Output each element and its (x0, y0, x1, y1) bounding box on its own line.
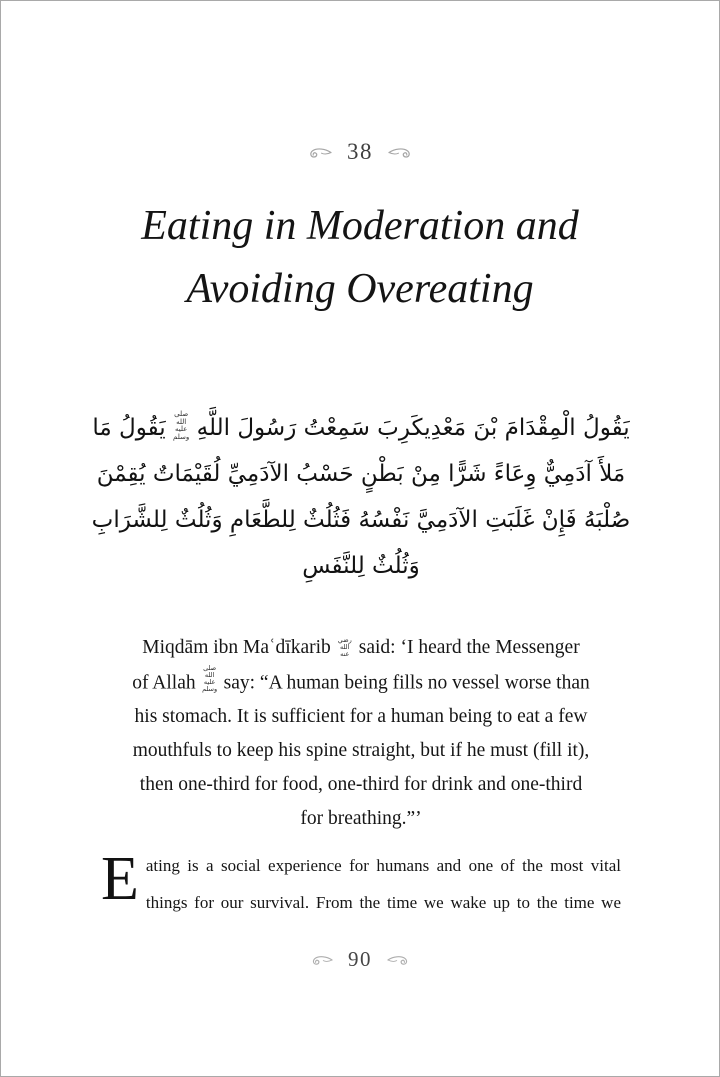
prophet-honorific-seal-icon: صلى الله عليه وسلم (202, 664, 218, 694)
page-footer (1, 947, 719, 972)
translation-line-5: then one-third for food, one-third for drink and one-third (139, 774, 583, 796)
translation-line-1 (94, 631, 628, 665)
translation-line-2-tail: say: “A human being fills no vessel worse than (223, 672, 590, 694)
prophet-honorific-seal-icon: صلى الله عليه وسلم (173, 409, 190, 441)
translation-line-1-text: Miqdām ibn Maʿdīkarib (142, 637, 331, 658)
arabic-line-1-tail: يَقُولُ مَا (92, 415, 166, 441)
chapter-title-line-2: Avoiding Overeating (186, 266, 534, 312)
page-number: 90 (348, 947, 372, 971)
hadith-arabic (81, 405, 641, 589)
translation-line-2-text: of Allah (132, 672, 196, 694)
translation-line-3: his stomach. It is sufficient for a human being to eat a few (134, 706, 588, 728)
body-text (146, 847, 621, 921)
flourish-left-icon (309, 954, 333, 966)
chapter-title (1, 195, 719, 321)
arabic-line-3: صُلْبَهُ فَإِنْ غَلَبَتِ الآدَمِيَّ نَفْسُهُ فَثُلُثٌ لِلطَّعَامِ وَثُلُثٌ لِلشَّرَابِ (91, 507, 631, 533)
chapter-header (1, 139, 719, 165)
body-line-1: ating is a social experience for humans and one of the most vital (145, 856, 621, 875)
flourish-right-icon (388, 146, 414, 159)
translation-line-2 (94, 665, 628, 700)
hadith-translation (94, 631, 628, 836)
body-line-2: things for our survival. From the time we wake up to the time we (145, 893, 621, 912)
arabic-line-4: وَثُلُثٌ لِلنَّفَسِ (302, 553, 420, 579)
translation-line-1-tail: said: ‘I heard the Messenger (358, 637, 580, 658)
chapter-number: 38 (347, 139, 373, 164)
arabic-line-2: مَلأَ آدَمِيٌّ وِعَاءً شَرًّا مِنْ بَطْنٍ حَسْبُ الآدَمِيِّ لُقَيْمَاتٌ يُقِمْنَ (96, 461, 626, 487)
flourish-left-icon (306, 146, 332, 159)
translation-line-6: for breathing.”’ (300, 808, 422, 830)
companion-honorific-seal-icon: رضي الله عنه (337, 635, 352, 658)
body-paragraph (101, 847, 621, 921)
arabic-line-1 (81, 405, 641, 451)
arabic-line-1-text: يَقُولُ الْمِقْدَامَ بْنَ مَعْدِيكَرِبَ سَمِعْتُ رَسُولَ اللَّهِ (196, 415, 630, 441)
dropcap-letter: E (101, 845, 139, 913)
chapter-title-line-1: Eating in Moderation and (141, 203, 579, 249)
flourish-right-icon (387, 954, 411, 966)
translation-line-4: mouthfuls to keep his spine straight, but if he must (fill it), (132, 740, 590, 762)
